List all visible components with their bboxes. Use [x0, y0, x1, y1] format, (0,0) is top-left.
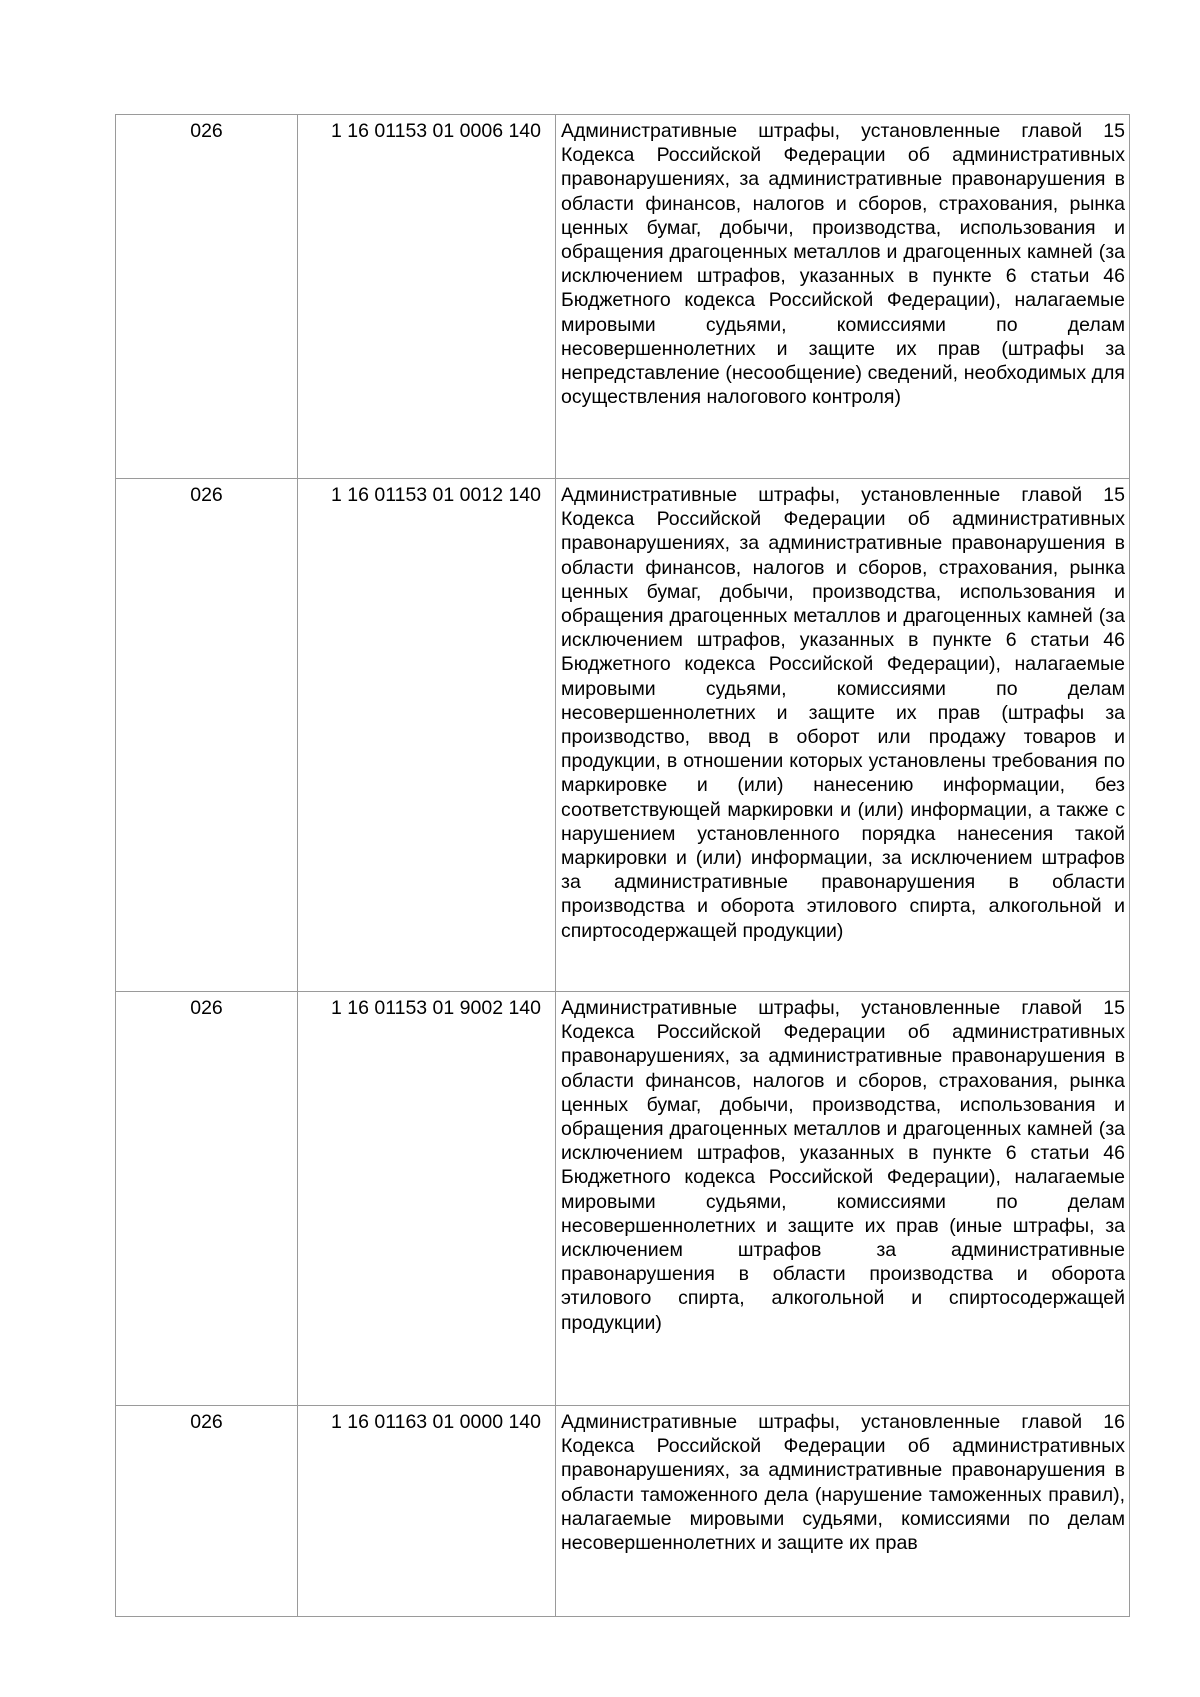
budget-code-cell: 1 16 01153 01 0012 140: [298, 479, 556, 992]
budget-code-cell: 1 16 01153 01 0006 140: [298, 115, 556, 479]
revenue-name-cell: Административные штрафы, установленные главой 15 Кодекса Российской Федерации об административных правонарушениях, за административные правонарушения в области финансов, налогов и сборов, страхования, рынка ценных бумаг, добычи, производства, использования и обращения драгоценных металлов и драгоценных камней (за исключением штрафов, указанных в пункте 6 статьи 46 Бюджетного кодекса Российской Федерации), налагаемые мировыми судьями, комиссиями по делам несовершеннолетних и защите их прав (штрафы за непредставление (несообщение) сведений, необходимых для осуществления налогового контроля): [556, 115, 1130, 479]
budget-code-cell: 1 16 01163 01 0000 140: [298, 1406, 556, 1617]
admin-code-cell: 026: [116, 479, 298, 992]
admin-code-cell: 026: [116, 1406, 298, 1617]
revenue-name-cell: Административные штрафы, установленные главой 16 Кодекса Российской Федерации об административных правонарушениях, за административные правонарушения в области таможенного дела (нарушение таможенных правил), налагаемые мировыми судьями, комиссиями по делам несовершеннолетних и защите их прав: [556, 1406, 1130, 1617]
revenue-name-cell: Административные штрафы, установленные главой 15 Кодекса Российской Федерации об административных правонарушениях, за административные правонарушения в области финансов, налогов и сборов, страхования, рынка ценных бумаг, добычи, производства, использования и обращения драгоценных металлов и драгоценных камней (за исключением штрафов, указанных в пункте 6 статьи 46 Бюджетного кодекса Российской Федерации), налагаемые мировыми судьями, комиссиями по делам несовершеннолетних и защите их прав (штрафы за производство, ввод в оборот или продажу товаров и продукции, в отношении которых установлены требования по маркировке и (или) нанесению информации, без соответствующей маркировки и (или) информации, а также с нарушением установленного порядка нанесения такой маркировки и (или) информации, за исключением штрафов за административные правонарушения в области производства и оборота этилового спирта, алкогольной и спиртосодержащей продукции): [556, 479, 1130, 992]
revenue-name-cell: Административные штрафы, установленные главой 15 Кодекса Российской Федерации об административных правонарушениях, за административные правонарушения в области финансов, налогов и сборов, страхования, рынка ценных бумаг, добычи, производства, использования и обращения драгоценных металлов и драгоценных камней (за исключением штрафов, указанных в пункте 6 статьи 46 Бюджетного кодекса Российской Федерации), налагаемые мировыми судьями, комиссиями по делам несовершеннолетних и защите их прав (иные штрафы, за исключением штрафов за административные правонарушения в области производства и оборота этилового спирта, алкогольной и спиртосодержащей продукции): [556, 992, 1130, 1406]
budget-codes-table: [115, 114, 1130, 1617]
table-row: [116, 992, 1130, 1406]
budget-code-cell: 1 16 01153 01 9002 140: [298, 992, 556, 1406]
table-row: [116, 115, 1130, 479]
admin-code-cell: 026: [116, 992, 298, 1406]
table-row: [116, 1406, 1130, 1617]
table-row: [116, 479, 1130, 992]
admin-code-cell: 026: [116, 115, 298, 479]
